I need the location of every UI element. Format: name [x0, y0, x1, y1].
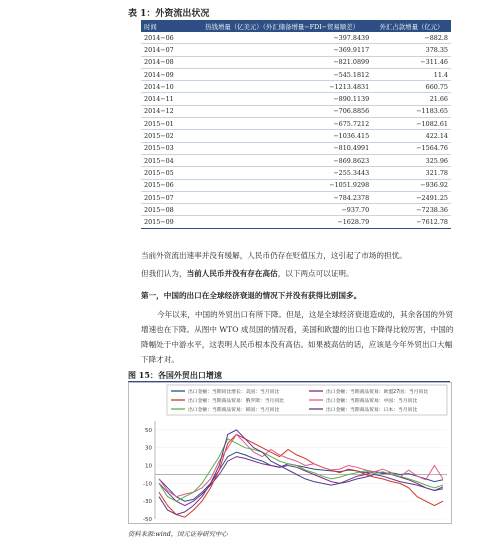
table-row	[141, 142, 451, 154]
cell-fx-funds: 321.78	[372, 167, 451, 179]
legend-label: 出口金额：当期商品贸易：俄罗斯：当月同比	[188, 399, 284, 404]
header-time: 时间	[141, 20, 192, 32]
table-row	[141, 32, 451, 44]
cell-fx-funds: 660.75	[372, 81, 451, 93]
cell-hot-money: −1051.9298	[192, 179, 372, 191]
cell-hot-money: −1213.4831	[192, 81, 372, 93]
cell-time: 2015−03	[141, 142, 192, 154]
table-row	[141, 154, 451, 166]
legend-label: 出口金额：当期商品贸易：韩国：当月同比	[188, 408, 280, 413]
table-title: 表 1：外资流出状况	[128, 9, 210, 19]
cell-fx-funds: 21.66	[372, 93, 451, 105]
cell-hot-money: −706.8856	[192, 105, 372, 117]
cell-hot-money: −369.9117	[192, 44, 372, 56]
section-heading: 第一，中国的出口在全球经济衰退的情况下并没有获得比别国多。	[141, 291, 362, 300]
cell-hot-money: −821.0899	[192, 56, 372, 68]
cell-time: 2015−02	[141, 130, 192, 142]
cell-fx-funds: 11.4	[372, 68, 451, 80]
cell-fx-funds: 325.96	[372, 154, 451, 166]
capital-outflow-table	[141, 20, 451, 229]
cell-time: 2014−10	[141, 81, 192, 93]
cell-fx-funds: −311.46	[372, 56, 451, 68]
cell-fx-funds: −882.8	[372, 32, 451, 44]
cell-time: 2015−08	[141, 204, 192, 216]
cell-time: 2014−06	[141, 32, 192, 44]
cell-time: 2015−01	[141, 118, 192, 130]
cell-fx-funds: −2491.25	[372, 191, 451, 203]
y-tick-label: -10	[143, 481, 152, 488]
cell-time: 2015−07	[141, 191, 192, 203]
cell-fx-funds: −936.92	[372, 179, 451, 191]
thesis-post: ，以下两点可以证明。	[277, 269, 354, 278]
cell-hot-money: −890.1139	[192, 93, 372, 105]
y-tick-label: 50	[145, 427, 152, 434]
cell-time: 2014−07	[141, 44, 192, 56]
legend-label: 出口金额：当期商品贸易：中国：当月同比	[326, 399, 418, 404]
y-tick-label: 10	[145, 463, 152, 470]
table-body	[141, 32, 451, 228]
cell-hot-money: −1628.79	[192, 216, 372, 228]
y-tick-label: 30	[145, 445, 152, 452]
paragraph-thesis	[141, 266, 457, 281]
y-tick-label: -50	[143, 517, 152, 523]
legend-label: 出口金额：当期同比增长：美国：当月同比	[188, 390, 280, 395]
cell-time: 2014−09	[141, 68, 192, 80]
table-row	[141, 68, 451, 80]
table-row	[141, 130, 451, 142]
legend-label: 出口金额：当期商品贸易：日本：当月同比	[326, 408, 418, 413]
series-line	[159, 434, 443, 517]
cell-hot-money: −937.70	[192, 204, 372, 216]
cell-hot-money: −545.1812	[192, 68, 372, 80]
paragraph-outflow: 当前外资流出速率并没有缓解，人民币仍存在贬值压力，这引起了市场的担忧。	[141, 251, 407, 260]
cell-fx-funds: −1564.76	[372, 142, 451, 154]
figure-title: 图 15：各国外贸出口增速	[128, 370, 222, 380]
cell-time: 2015−09	[141, 216, 192, 228]
y-tick-label: -30	[143, 499, 152, 506]
cell-time: 2014−12	[141, 105, 192, 117]
cell-hot-money: −675.7212	[192, 118, 372, 130]
cell-hot-money: −255.3443	[192, 167, 372, 179]
chart-plot	[159, 430, 443, 517]
cell-hot-money: −1036.415	[192, 130, 372, 142]
cell-hot-money: −784.2378	[192, 191, 372, 203]
chart-svg	[129, 383, 451, 523]
table-row	[141, 44, 451, 56]
figure-source: 资料来源:wind，国元证券研究中心	[128, 531, 228, 538]
cell-fx-funds: 378.35	[372, 44, 451, 56]
cell-time: 2014−08	[141, 56, 192, 68]
cell-fx-funds: −1082.61	[372, 118, 451, 130]
cell-time: 2015−04	[141, 154, 192, 166]
cell-hot-money: −397.8439	[192, 32, 372, 44]
table-row	[141, 179, 451, 191]
table-row	[141, 167, 451, 179]
table-row	[141, 204, 451, 216]
series-line	[159, 439, 443, 501]
table-header-row	[141, 20, 451, 32]
paragraph-exports: 今年以来，中国的外贸出口有所下降。但是，这是全球经济衰退造成的，其余各国的外贸增速也在下降。从图中 WTO 成员国的情况看，美国和欧盟的出口也下降得比较厉害，中国的降幅处于中游水平，这表明人民币根本没有高估。如果被高估的话，应该是今年外贸出口大幅下降才对。	[141, 310, 454, 364]
chart-legend	[167, 385, 447, 415]
header-fx-funds: 外汇占款增量（亿元）	[372, 20, 451, 32]
cell-fx-funds: −7238.36	[372, 204, 451, 216]
table-row	[141, 56, 451, 68]
thesis-pre: 但我们认为，	[141, 269, 187, 278]
cell-fx-funds: −7612.78	[372, 216, 451, 228]
table-row	[141, 105, 451, 117]
cell-hot-money: −810.4991	[192, 142, 372, 154]
table-row	[141, 216, 451, 228]
table-row	[141, 81, 451, 93]
table-row	[141, 191, 451, 203]
cell-time: 2014−11	[141, 93, 192, 105]
table-row	[141, 93, 451, 105]
cell-time: 2015−06	[141, 179, 192, 191]
header-hot-money: 热钱增量（亿美元）（外汇储备增量−FDI−贸易顺差）	[192, 20, 372, 32]
export-growth-chart	[128, 382, 452, 524]
series-line	[159, 457, 443, 506]
table-row	[141, 118, 451, 130]
cell-hot-money: −869.8623	[192, 154, 372, 166]
cell-fx-funds: −1183.65	[372, 105, 451, 117]
cell-time: 2015−05	[141, 167, 192, 179]
thesis-bold: 当前人民币并没有存在高估	[186, 269, 278, 278]
chart-y-axis	[143, 421, 447, 523]
legend-label: 出口金额：当期商品贸易：欧盟27国：当月同比	[326, 390, 429, 395]
cell-fx-funds: 422.14	[372, 130, 451, 142]
